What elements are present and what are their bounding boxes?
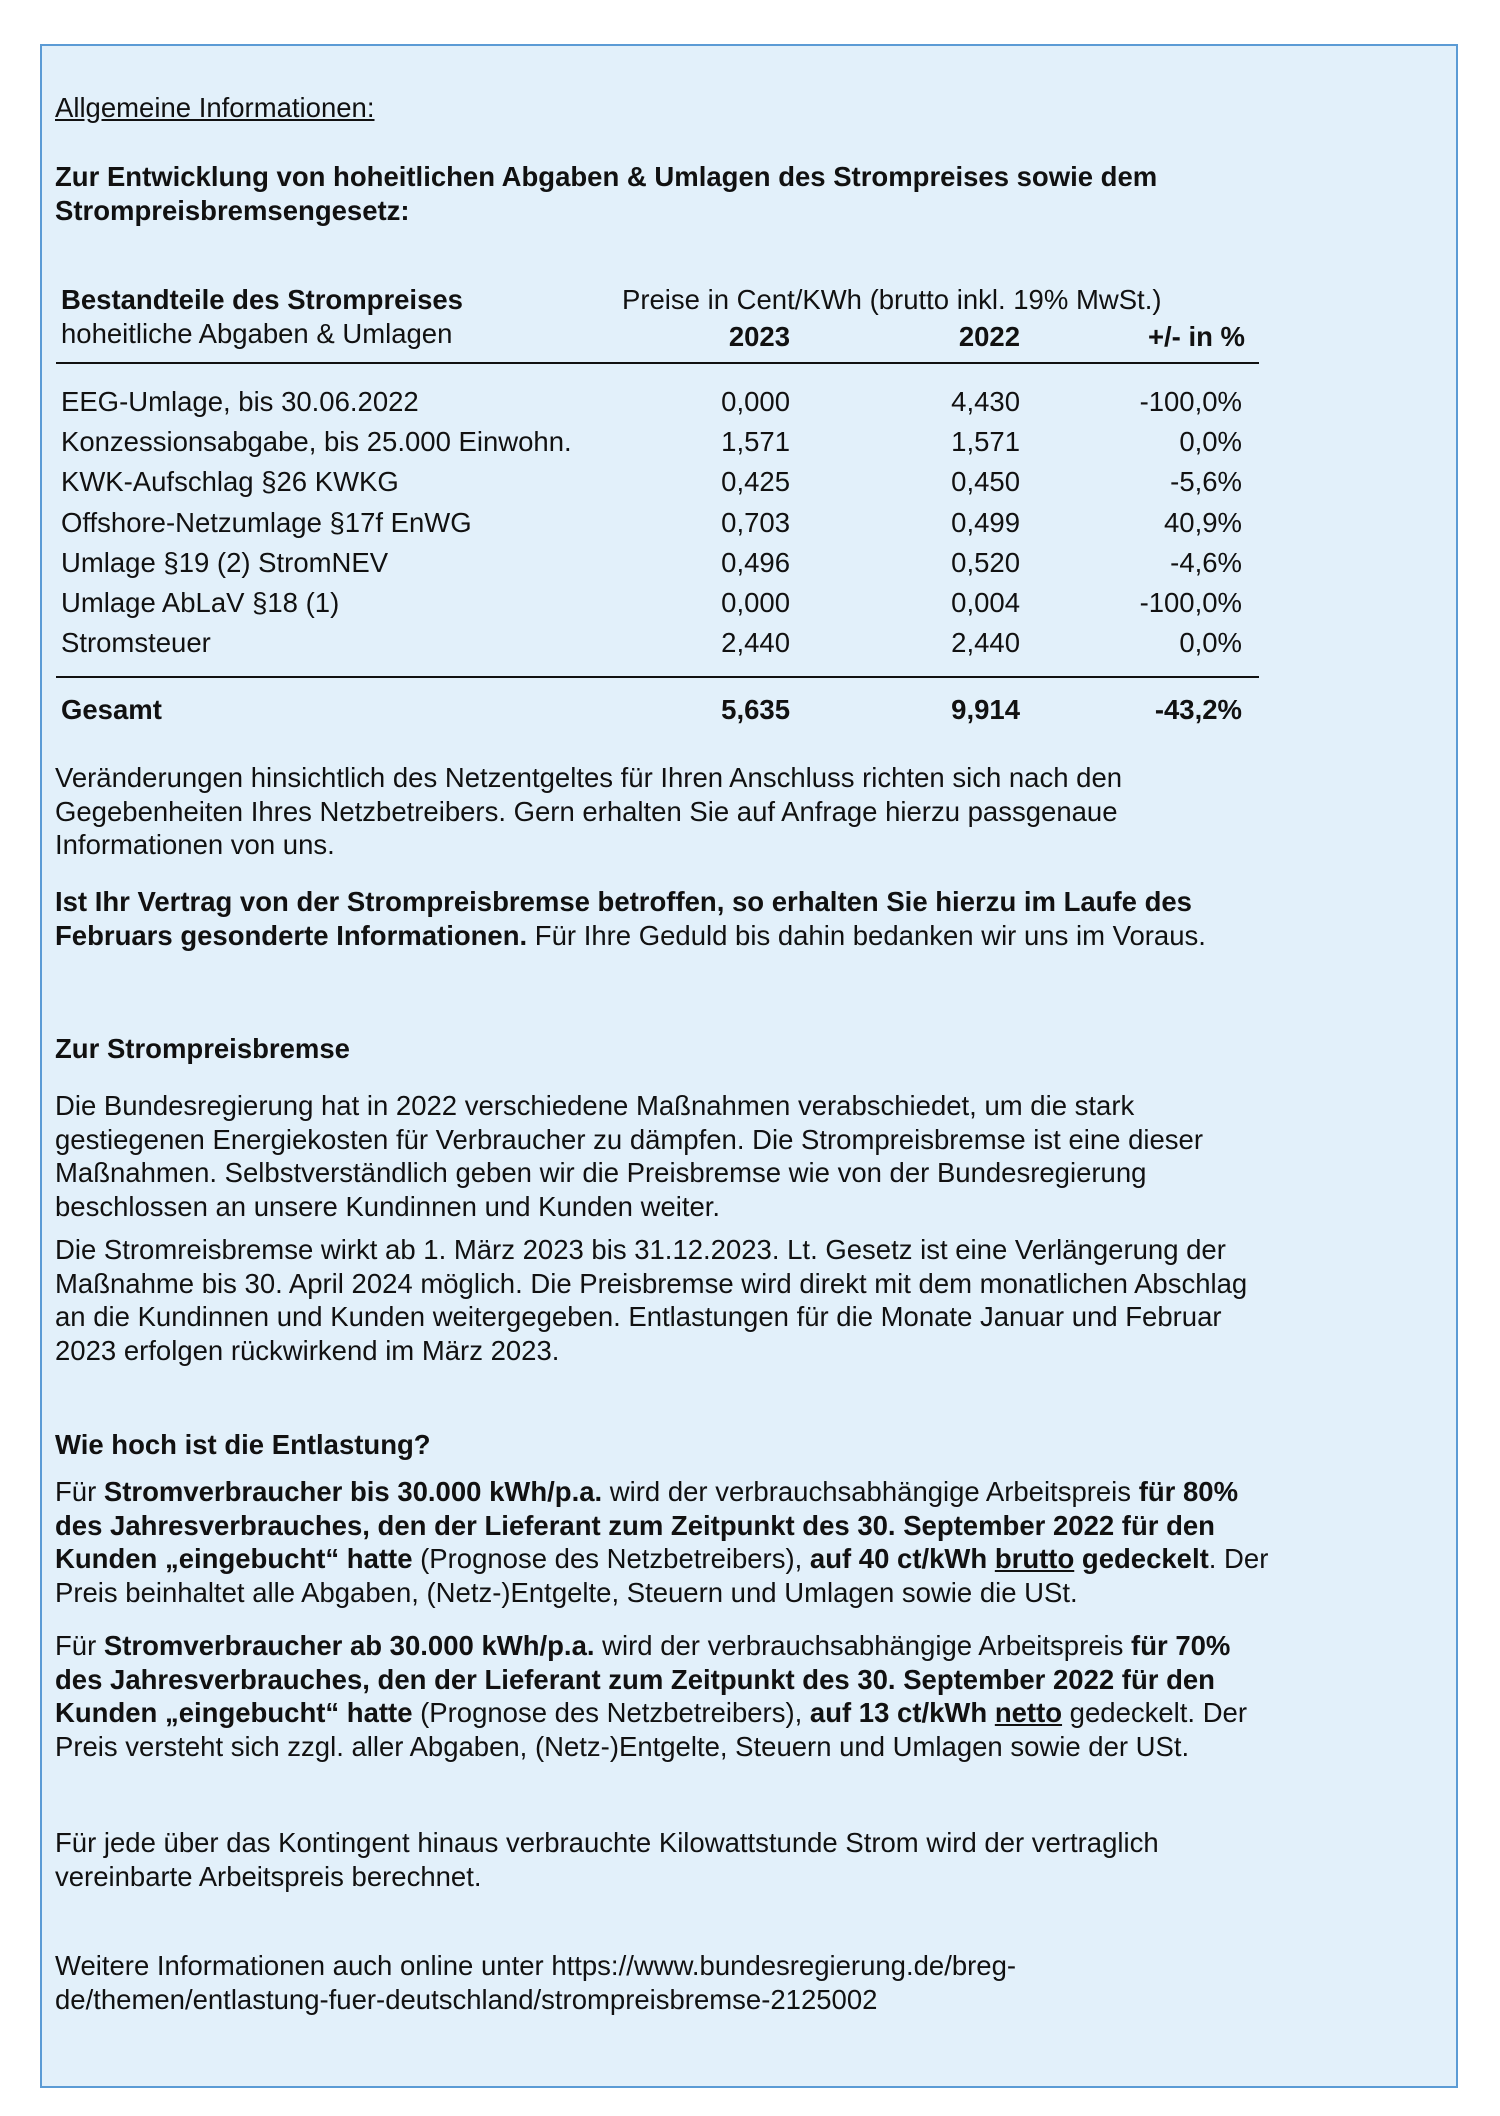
more-info-paragraph [55, 1949, 1016, 2016]
netz-paragraph [55, 761, 1122, 862]
netz-line: Gegebenheiten Ihres Netzbetreibers. Gern erhalten Sie auf Anfrage hierzu passgenaue [55, 795, 1118, 827]
text-run: . Der [1208, 1543, 1269, 1574]
bremse-paragraph-1 [55, 1089, 1203, 1223]
table-head-levies: hoheitliche Abgaben & Umlagen [61, 318, 453, 349]
text-run-bold: Kunden „eingebucht“ hatte [55, 1543, 413, 1574]
row-value-2022: 0,499 [951, 507, 1020, 538]
bremse-line: Maßnahmen. Selbstverständlich geben wir die Preisbremse wie von der Bundesregierung [55, 1157, 1147, 1188]
bremse-line: Maßnahme bis 30. April 2024 möglich. Die Preisbremse wird direkt mit dem monatlichen Abschlag [55, 1267, 1248, 1299]
row-change: -4,6% [1170, 547, 1242, 578]
affected-line-rest: Für Ihre Geduld bis dahin bedanken wir uns im Voraus. [527, 919, 1206, 951]
bremse-paragraph-2 [55, 1233, 1247, 1367]
row-value-2022: 1,571 [951, 426, 1020, 457]
text-run-bold: Stromverbraucher bis 30.000 kWh/p.a. [103, 1476, 603, 1507]
text-run: Preis beinhaltet alle Abgaben, (Netz-)Entgelte, Steuern und Umlagen sowie die USt. [55, 1576, 1078, 1608]
bremse-line: an die Kundinnen und Kunden weitergegeben. Entlastungen für die Monate Januar und Februar [55, 1301, 1222, 1332]
table-divider-bottom [56, 676, 1259, 678]
table-divider-top [56, 362, 1259, 364]
row-label: Konzessionsabgabe, bis 25.000 Einwohn. [61, 426, 572, 457]
row-label: Stromsteuer [61, 627, 211, 658]
row-change: -100,0% [1139, 587, 1242, 618]
kontingent-paragraph [55, 1826, 1159, 1893]
text-run-bold: des Jahresverbrauches, den der Lieferant zum Zeitpunkt des 30. September 2022 für den [55, 1663, 1215, 1695]
row-value-2023: 0,425 [721, 466, 790, 497]
table-head-components: Bestandteile des Strompreises [61, 284, 463, 315]
affected-paragraph [55, 885, 1206, 952]
bremse-line: gestiegenen Energiekosten für Verbraucher zu dämpfen. Die Strompreisbremse ist eine dieser [55, 1123, 1203, 1155]
affected-line-bold: Februars gesonderte Informationen. [55, 919, 528, 951]
row-value-2023: 2,440 [721, 627, 790, 658]
row-value-2022: 2,440 [951, 627, 1020, 658]
bremse-line: Die Stromreisbremse wirkt ab 1. März 2023 bis 31.12.2023. Lt. Gesetz ist eine Verlängerung der [55, 1234, 1226, 1265]
col-header-2022: 2022 [958, 321, 1020, 352]
col-header-2023: 2023 [728, 321, 790, 352]
page-title-line2: Strompreisbremsengesetz: [55, 195, 410, 226]
row-value-2022: 0,450 [951, 466, 1020, 497]
kontingent-line: Für jede über das Kontingent hinaus verbrauchte Kilowattstunde Strom wird der vertraglich [55, 1827, 1159, 1858]
section-heading-entlastung: Wie hoch ist die Entlastung? [55, 1429, 431, 1460]
netz-line: Veränderungen hinsichtlich des Netzentgeltes für Ihren Anschluss richten sich nach den [55, 762, 1123, 793]
section-heading-bremse: Zur Strompreisbremse [55, 1033, 350, 1064]
text-run-bold: Kunden „eingebucht“ hatte [55, 1697, 413, 1728]
entlastung-paragraph-a [55, 1475, 1268, 1609]
row-label: EEG-Umlage, bis 30.06.2022 [61, 386, 419, 417]
text-run-bold: für 80% [1138, 1476, 1239, 1507]
more-info-line: Weitere Informationen auch online unter https://www.bundesregierung.de/breg- [55, 1950, 1017, 1981]
kontingent-line: vereinbarte Arbeitspreis berechnet. [55, 1860, 482, 1892]
page-title: Zur Entwicklung von hoheitlichen Abgaben & Umlagen des Strompreises sowie dem [55, 161, 1158, 192]
row-change: 0,0% [1179, 426, 1242, 457]
row-label: KWK-Aufschlag §26 KWKG [61, 466, 399, 497]
row-label: Offshore-Netzumlage §17f EnWG [61, 507, 472, 538]
row-change: 0,0% [1179, 627, 1242, 658]
row-value-2022: 4,430 [951, 386, 1020, 417]
text-run: Für [55, 1476, 104, 1507]
text-run-bold: für 70% [1131, 1630, 1231, 1661]
row-change: -100,0% [1139, 386, 1242, 417]
row-label: Umlage §19 (2) StromNEV [61, 547, 389, 578]
row-value-2023: 0,000 [721, 587, 790, 618]
row-change: -5,6% [1170, 466, 1242, 497]
row-value-2023: 0,496 [721, 547, 790, 578]
netz-line: Informationen von uns. [55, 829, 335, 860]
general-info-label: Allgemeine Informationen: [55, 92, 375, 123]
affected-line-bold: Ist Ihr Vertrag von der Strompreisbremse betroffen, so erhalten Sie hierzu im Laufe des [55, 886, 1192, 917]
total-change: -43,2% [1154, 694, 1242, 725]
row-value-2022: 0,004 [951, 587, 1020, 618]
col-header-change: +/- in % [1147, 321, 1245, 352]
entlastung-paragraph-b [55, 1629, 1247, 1763]
row-value-2023: 1,571 [721, 426, 790, 457]
row-change: 40,9% [1164, 507, 1242, 538]
total-label: Gesamt [61, 694, 162, 725]
text-run: Für [55, 1630, 104, 1661]
more-info-line: de/themen/entlastung-fuer-deutschland/strompreisbremse-2125002 [55, 1983, 878, 2015]
row-label: Umlage AbLaV §18 (1) [61, 587, 340, 618]
text-run: wird der verbrauchsabhängige Arbeitspreis [594, 1630, 1132, 1661]
row-value-2022: 0,520 [951, 547, 1020, 578]
text-run-bold: Stromverbraucher ab 30.000 kWh/p.a. [103, 1630, 595, 1661]
text-run: gedeckelt. Der [1062, 1697, 1248, 1728]
total-2023: 5,635 [721, 694, 790, 725]
bremse-line: 2023 erfolgen rückwirkend im März 2023. [55, 1334, 560, 1366]
text-run: (Prognose des Netzbetreibers), [412, 1543, 810, 1574]
table-head-prices: Preise in Cent/KWh (brutto inkl. 19% MwSt.) [622, 284, 1162, 315]
text-run: wird der verbrauchsabhängige Arbeitspreis [602, 1476, 1139, 1507]
row-value-2023: 0,000 [721, 386, 790, 417]
row-value-2023: 0,703 [721, 507, 790, 538]
text-run: (Prognose des Netzbetreibers), [412, 1697, 810, 1728]
text-run-bold: auf 40 ct/kWh [809, 1543, 995, 1574]
text-run-bold: des Jahresverbrauches, den der Lieferant zum Zeitpunkt des 30. September 2022 für den [55, 1509, 1215, 1541]
bremse-line: Die Bundesregierung hat in 2022 verschiedene Maßnahmen verabschiedet, um die stark [55, 1090, 1135, 1121]
text-run: Preis versteht sich zzgl. aller Abgaben, (Netz-)Entgelte, Steuern und Umlagen sowie der USt. [55, 1730, 1190, 1762]
text-run-bold-underlined: netto [994, 1697, 1063, 1728]
text-run-bold: gedeckelt [1074, 1543, 1209, 1574]
text-run-bold: auf 13 ct/kWh [809, 1697, 995, 1728]
bremse-line: beschlossen an unsere Kundinnen und Kunden weiter. [55, 1190, 721, 1222]
text-run-bold-underlined: brutto [994, 1543, 1075, 1574]
total-2022: 9,914 [951, 694, 1020, 725]
